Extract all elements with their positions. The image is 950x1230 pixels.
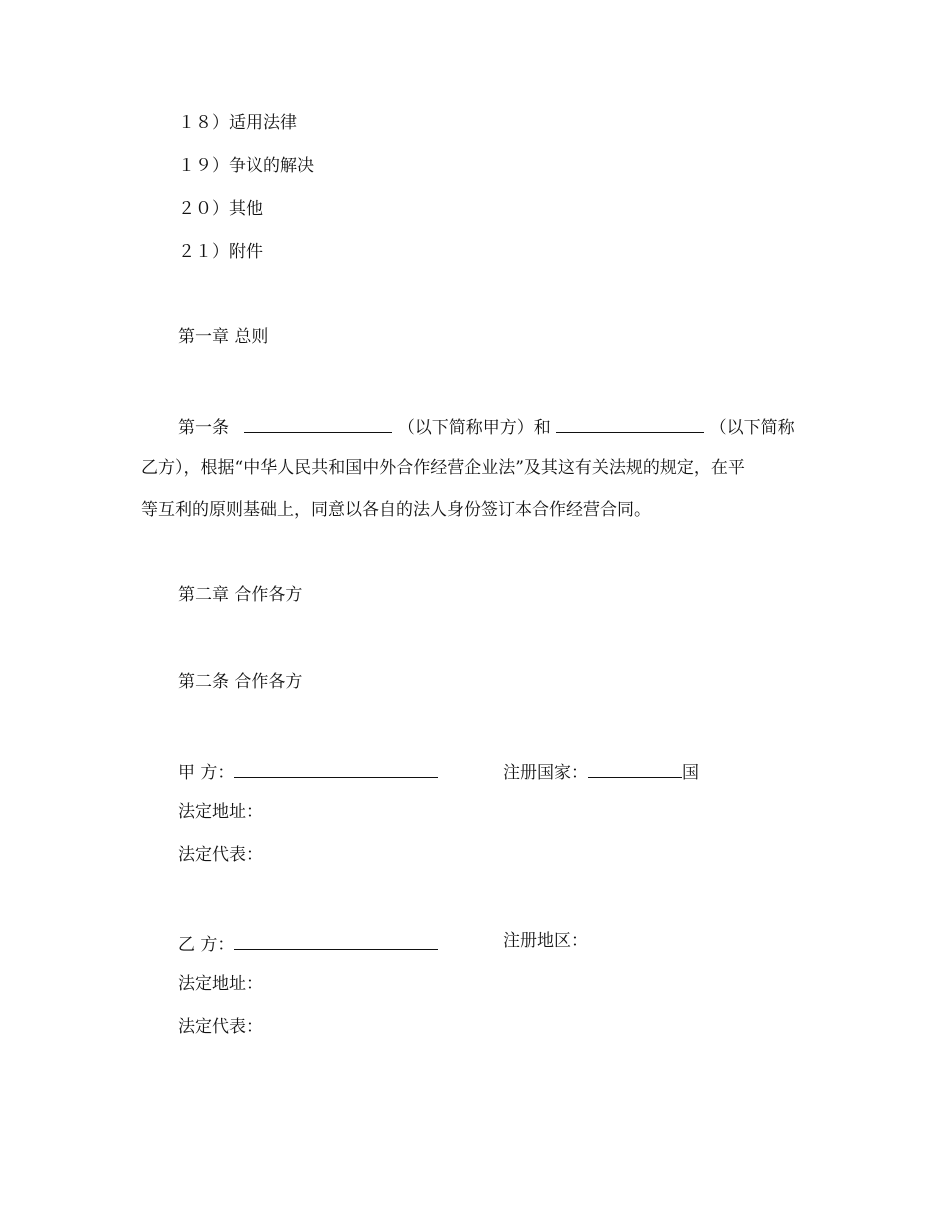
party-a-row	[178, 759, 438, 783]
party-b-row	[178, 931, 438, 955]
party-b-representative: 法定代表：	[178, 1017, 263, 1037]
party-a-blank[interactable]	[234, 759, 438, 778]
party-b-address: 法定地址：	[178, 974, 263, 994]
party-a-name-blank[interactable]	[244, 414, 392, 433]
article-1-label: 第一条	[178, 418, 229, 438]
toc-item-21: ２１）附件	[178, 242, 263, 262]
article-1-line-3: 等互利的原则基础上，同意以各自的法人身份签订本合作经营合同。	[141, 500, 651, 520]
party-b-region: 注册地区：	[503, 931, 588, 951]
party-a-country-label: 注册国家：	[503, 763, 588, 783]
article-1-line-2: 乙方），根据“中华人民共和国中外合作经营企业法”及其这有关法规的规定，在平	[141, 458, 745, 478]
party-a-country-suffix: 国	[682, 763, 699, 783]
party-a-country-blank[interactable]	[588, 759, 682, 778]
toc-item-19: １９）争议的解决	[178, 156, 314, 176]
toc-item-20: ２０）其他	[178, 199, 263, 219]
party-b-label: 乙 方：	[178, 935, 235, 955]
party-b-name-blank[interactable]	[556, 414, 704, 433]
party-a-address: 法定地址：	[178, 802, 263, 822]
article-1-line-1	[178, 414, 795, 438]
party-b-suffix: （以下简称	[709, 418, 795, 438]
party-b-blank[interactable]	[234, 931, 438, 950]
chapter-1-title: 第一章 总则	[178, 327, 269, 347]
party-a-label: 甲 方：	[178, 763, 235, 783]
party-a-country-row	[503, 759, 699, 783]
chapter-2-title: 第二章 合作各方	[178, 585, 303, 605]
article-2-title: 第二条 合作各方	[178, 672, 303, 692]
toc-item-18: １８）适用法律	[178, 113, 297, 133]
party-a-suffix: （以下简称甲方）和	[397, 418, 551, 438]
party-a-representative: 法定代表：	[178, 845, 263, 865]
